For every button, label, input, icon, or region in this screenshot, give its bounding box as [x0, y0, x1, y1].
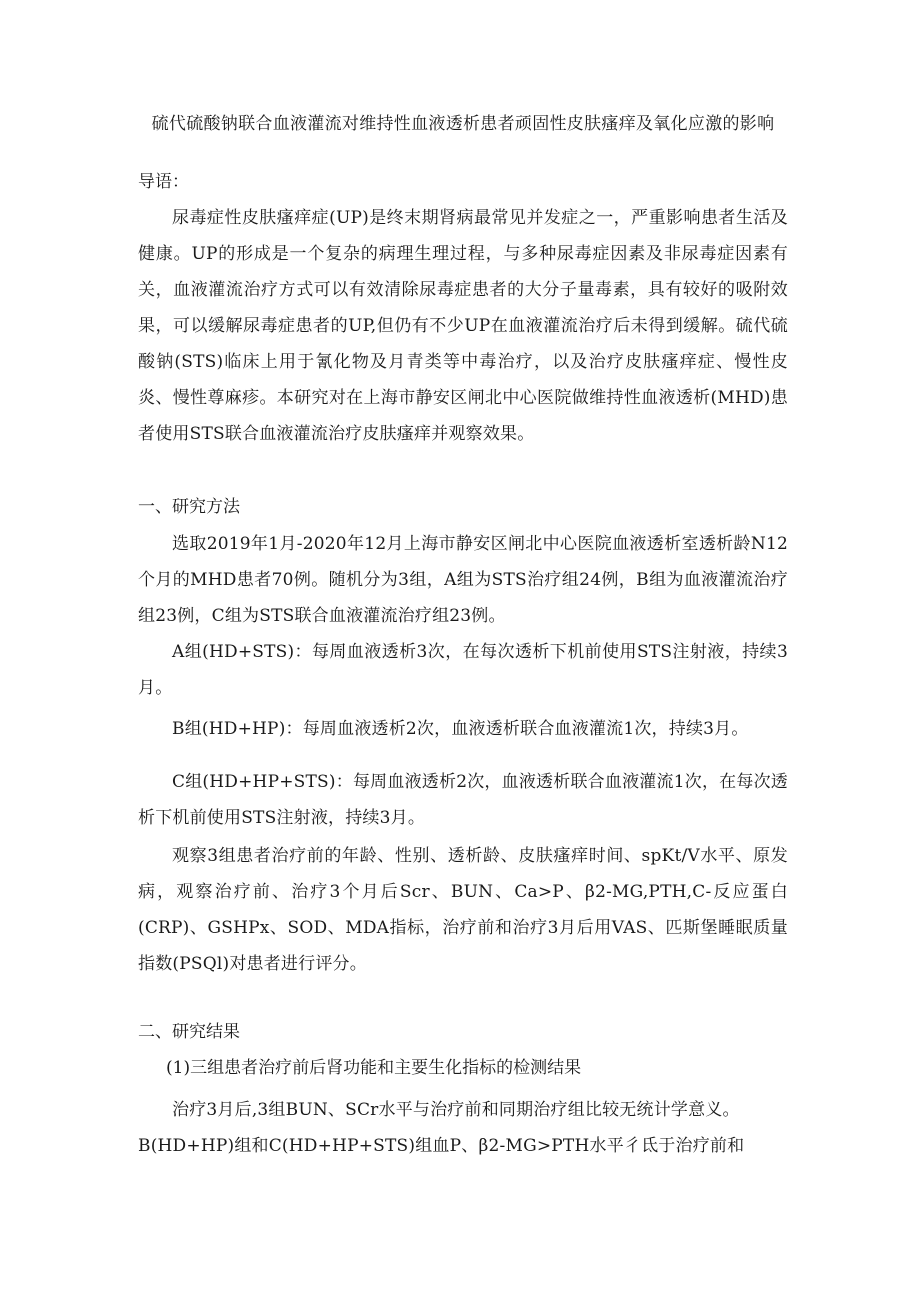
section-heading-methods: 一、研究方法 — [138, 497, 240, 517]
document-title: 硫代硫酸钠联合血液灌流对维持性血液透析患者顽固性皮肤瘙痒及氧化应激的影响 — [151, 114, 775, 134]
methods-paragraph-observations: 观察3组患者治疗前的年龄、性别、透析龄、皮肤瘙痒时间、spKt/V水平、原发病，观察治疗前、治疗3个月后Scr、BUN、Ca>P、β2-MG,PTH,C-反应蛋白(CRP)、GSHPx、SOD、MDA指标，治疗前和治疗3月后用VAS、匹斯堡睡眠质量指数(PSQl)对患者进行评分。 — [138, 846, 788, 974]
section-heading-results: 二、研究结果 — [138, 1022, 240, 1042]
results-paragraph-1: 治疗3月后,3组BUN、SCr水平与治疗前和同期治疗组比较无统计学意义。 — [172, 1100, 740, 1120]
methods-paragraph-group-a: A组(HD+STS)：每周血液透析3次，在每次透析下机前使用STS注射液，持续3月。 — [138, 642, 788, 698]
methods-paragraph-group-c: C组(HD+HP+STS)：每周血液透析2次，血液透析联合血液灌流1次，在每次透析下机前使用STS注射液，持续3月。 — [138, 772, 788, 828]
methods-paragraph-group-b: B组(HD+HP)：每周血液透析2次，血液透析联合血液灌流1次，持续3月。 — [172, 719, 749, 739]
results-subheading-1: (1)三组患者治疗前后肾功能和主要生化指标的检测结果 — [166, 1058, 582, 1078]
methods-paragraph-subjects: 选取2019年1月-2020年12月上海市静安区闸北中心医院血液透析室透析龄N12个月的MHD患者70例。随机分为3组，A组为STS治疗组24例，B组为血液灌流治疗组23例，C组为STS联合血液灌流治疗组23例。 — [138, 534, 788, 626]
intro-paragraph: 尿毒症性皮肤瘙痒症(UP)是终末期肾病最常见并发症之一，严重影响患者生活及健康。UP的形成是一个复杂的病理生理过程，与多种尿毒症因素及非尿毒症因素有关，血液灌流治疗方式可以有效清除尿毒症患者的大分子量毒素，具有较好的吸附效果，可以缓解尿毒症患者的UP,但仍有不少UP在血液灌流治疗后未得到缓解。硫代硫酸钠(STS)临床上用于氰化物及月青类等中毒治疗，以及治疗皮肤瘙痒症、慢性皮炎、慢性尊麻疹。本研究对在上海市静安区闸北中心医院做维持性血液透析(MHD)患者使用STS联合血液灌流治疗皮肤瘙痒并观察效果。 — [138, 208, 788, 444]
intro-label: 导语： — [138, 172, 189, 192]
results-paragraph-2: B(HD+HP)组和C(HD+HP+STS)组血P、β2-MG>PTH水平彳氐于治疗前和 — [138, 1136, 745, 1156]
